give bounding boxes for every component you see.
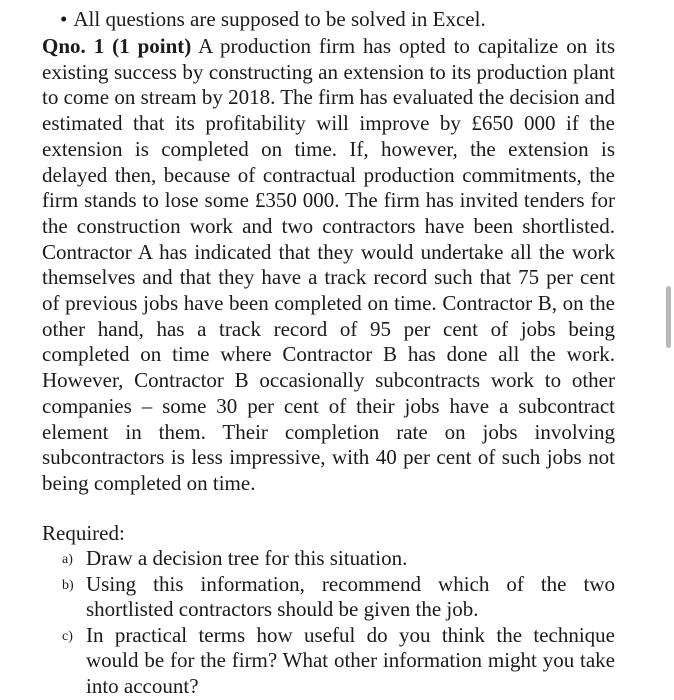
item-text: In practical terms how useful do you think the technique would be for the firm? What other information might you take into account? [86,622,615,698]
item-text: Draw a decision tree for this situation. [86,546,408,570]
item-text: Using this information, recommend which of the two shortlisted contractors should be given the job. [86,571,615,621]
question-text: A production firm has opted to capitalize on its existing success by constructing an extension to its production plant to come on stream by 2018. The firm has evaluated the decision and estimated that its profitability will improve by £650 000 if the extension is completed on time. If, however, the extension is delayed then, because of contractual production commitments, the firm stands to lose some £350 000. The firm has invited tenders for the construction work and two contractors have been shortlisted. Contractor A has indicated that they would undertake all the work themselves and that they have a track record such that 75 per cent of previous jobs have been completed on time. Contractor B, on the other hand, has a track record of 95 per cent of jobs being completed on time where Contractor B has done all the work. However, Contractor B occasionally subcontracts work to other companies – some 30 per cent of their jobs have a subcontract element in them. Their completion rate on jobs involving subcontractors is less impressive, with 40 per cent of such jobs not being completed on time. [42,34,616,495]
item-marker: b) [62,577,74,593]
required-list [62,546,615,699]
required-heading: Required: [42,521,125,545]
question-paragraph [42,34,615,497]
required-item-c [62,623,615,700]
item-marker: a) [62,552,73,567]
required-item-b [62,572,615,623]
instruction-note [60,6,486,32]
item-marker: c) [62,628,73,644]
instruction-text: All questions are supposed to be solved in Excel. [73,7,486,31]
scrollbar-thumb[interactable] [666,286,671,348]
required-item-a [62,546,615,572]
bullet-icon: • [60,7,68,31]
question-label: Qno. 1 (1 point) [42,34,192,58]
